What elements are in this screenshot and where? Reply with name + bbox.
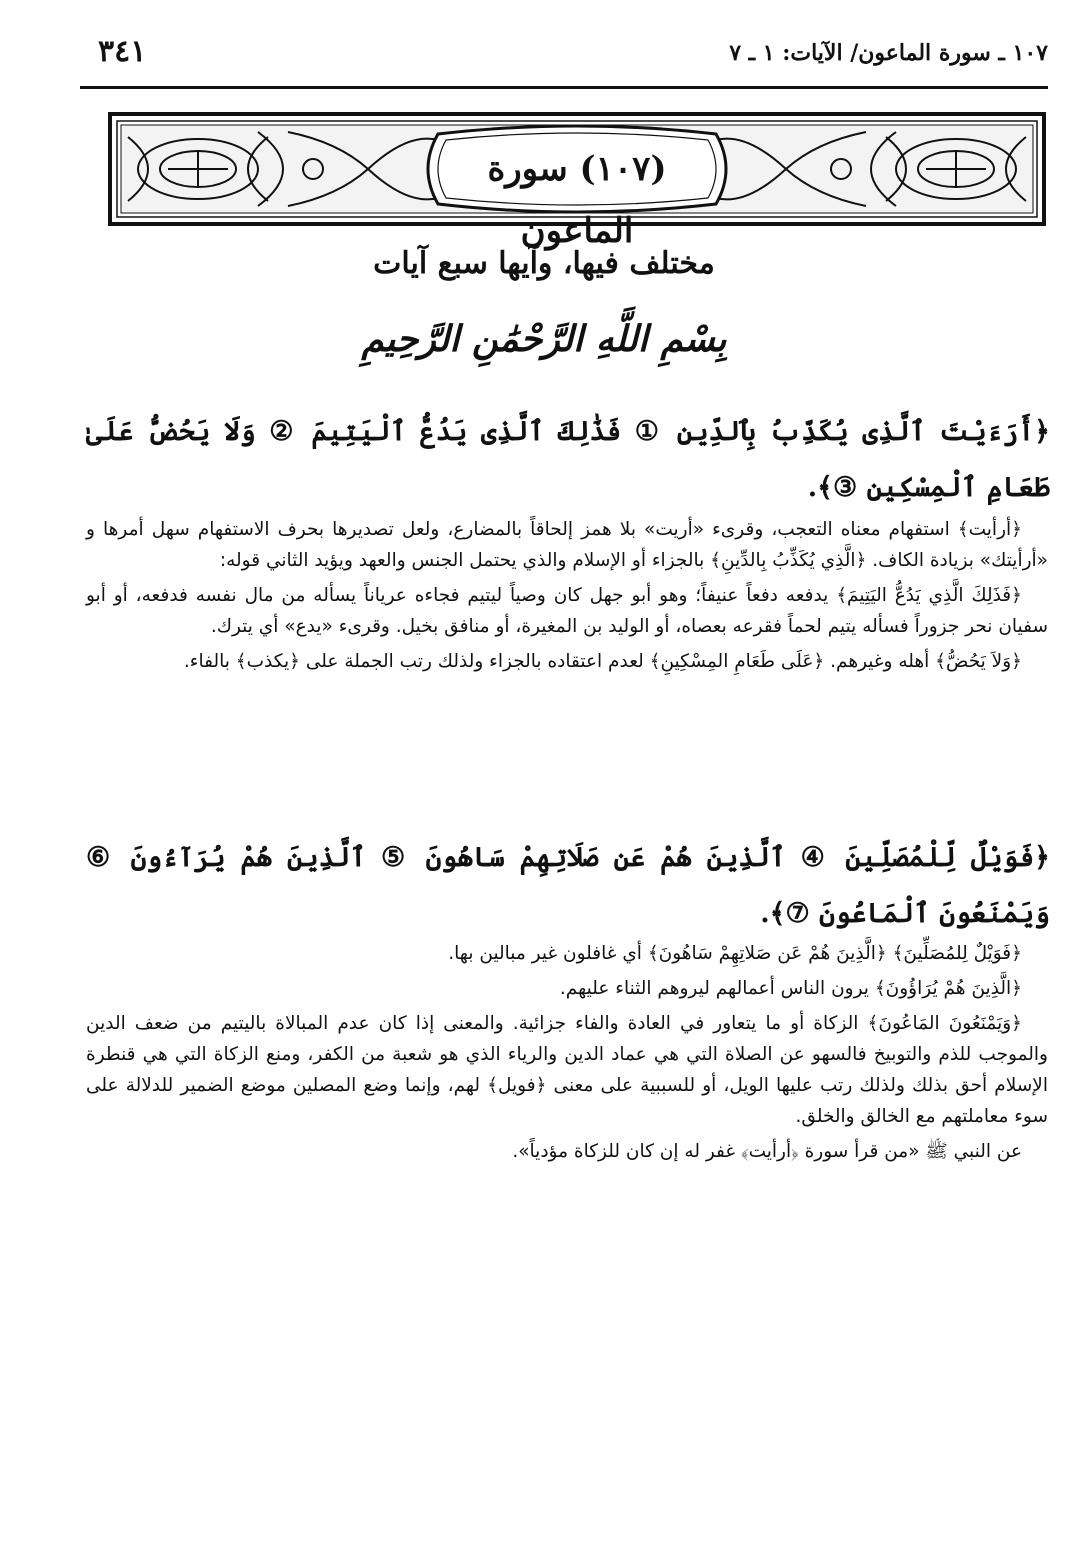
commentary-paragraph: ﴿أرأيت﴾ استفهام معناه التعجب، وقرىء «أريت» بلا همز إلحاقاً بالمضارع، ولعل تصديرها بحرف الاستفهام سهل أمرها و «أرأيتك» بزيادة الكاف. ﴿الَّذِي يُكَذِّبُ بِالدِّينِ﴾ بالجزاء أو الإسلام والذي يحتمل الجنس والعهد ويؤيد الثاني قوله: (86, 519, 1048, 571)
commentary-block-1 (86, 514, 1048, 681)
surah-subtitle: مختلف فيها، وآيها سبع آيات (373, 246, 715, 281)
commentary-paragraph: ﴿وَيَمْنَعُونَ المَاعُونَ﴾ الزكاة أو ما يتعاور في العادة والفاء جزائية. والمعنى إذا كان عدم المبالاة باليتيم من ضعف الدين والموجب للذم والتوبيخ فالسهو عن الصلاة التي هي عماد الدين والرياء الذي هو شعبة من الكفر، ومنع الزكاة التي هي قنطرة الإسلام أحق بذلك ولذلك رتب عليها الويل، أو للسببية على معنى ﴿فويل﴾ لهم، وإنما وضع المصلين موضع الضمير للدلالة على سوء معاملتهم مع الخالق والخلق. (86, 1013, 1048, 1127)
commentary-paragraph: عن النبي ﷺ «من قرأ سورة ﴿أرأيت﴾ غفر له إن كان للزكاة مؤدياً». (512, 1141, 1022, 1162)
running-header (80, 30, 1048, 86)
page-number: ٣٤١ (98, 34, 147, 69)
commentary-paragraph: ﴿الَّذِينَ هُمْ يُرَاؤُونَ﴾ يرون الناس أعمالهم ليروهم الثناء عليهم. (559, 978, 1022, 999)
commentary-paragraph: ﴿وَلاَ يَحُضُّ﴾ أهله وغيرهم. ﴿عَلَى طَعَامِ المِسْكِينِ﴾ لعدم اعتقاده بالجزاء ولذلك رتب الجملة على ﴿يكذب﴾ بالفاء. (183, 651, 1022, 672)
commentary-paragraph: ﴿فَذَلِكَ الَّذِي يَدُعُّ اليَتِيمَ﴾ يدفعه دفعاً عنيفاً؛ وهو أبو جهل كان وصياً ليتيم فجاءه عرياناً يسأله من مال نفسه فدفعه، أو أبو سفيان نحر جزوراً فسأله يتيم لحماً فقرعه بعصاه، أو الوليد بن المغيرة، أو منافق بخيل. وقرىء «يدع» أي يترك. (86, 585, 1048, 637)
quran-verses-4-7: ﴿فَوَيْلٌ لِّلْمُصَلِّينَ ④ ٱلَّذِينَ هُمْ عَن صَلَاتِهِمْ سَاهُونَ ⑤ ٱلَّذِينَ هُمْ يُرَآءُونَ ⑥ وَيَمْنَعُونَ ٱلْمَاعُونَ ⑦﴾. (86, 842, 1050, 929)
header-rule (80, 86, 1048, 89)
running-title: ١٠٧ ـ سورة الماعون/ الآيات: ١ ـ ٧ (729, 40, 1048, 66)
commentary-block-2 (86, 938, 1048, 1171)
surah-banner (108, 112, 1046, 251)
basmala: بِسْمِ اللَّهِ الرَّحْمَٰنِ الرَّحِيمِ (361, 318, 727, 360)
quran-verses-1-3: ﴿أَرَءَيْتَ ٱلَّذِى يُكَذِّبُ بِٱلدِّينِ ① فَذَٰلِكَ ٱلَّذِى يَدُعُّ ٱلْيَتِيمَ ② وَلَا يَحُضُّ عَلَىٰ طَعَامِ ٱلْمِسْكِينِ ③﴾. (86, 416, 1050, 503)
surah-title: (١٠٧) سورة الماعون (487, 149, 667, 251)
commentary-paragraph: ﴿فَوَيْلٌ لِلمُصَلِّينَ﴾ ﴿الَّذِينَ هُمْ عَن صَلاتِهِمْ سَاهُونَ﴾ أي غافلون غير مبالين بها. (448, 943, 1022, 964)
